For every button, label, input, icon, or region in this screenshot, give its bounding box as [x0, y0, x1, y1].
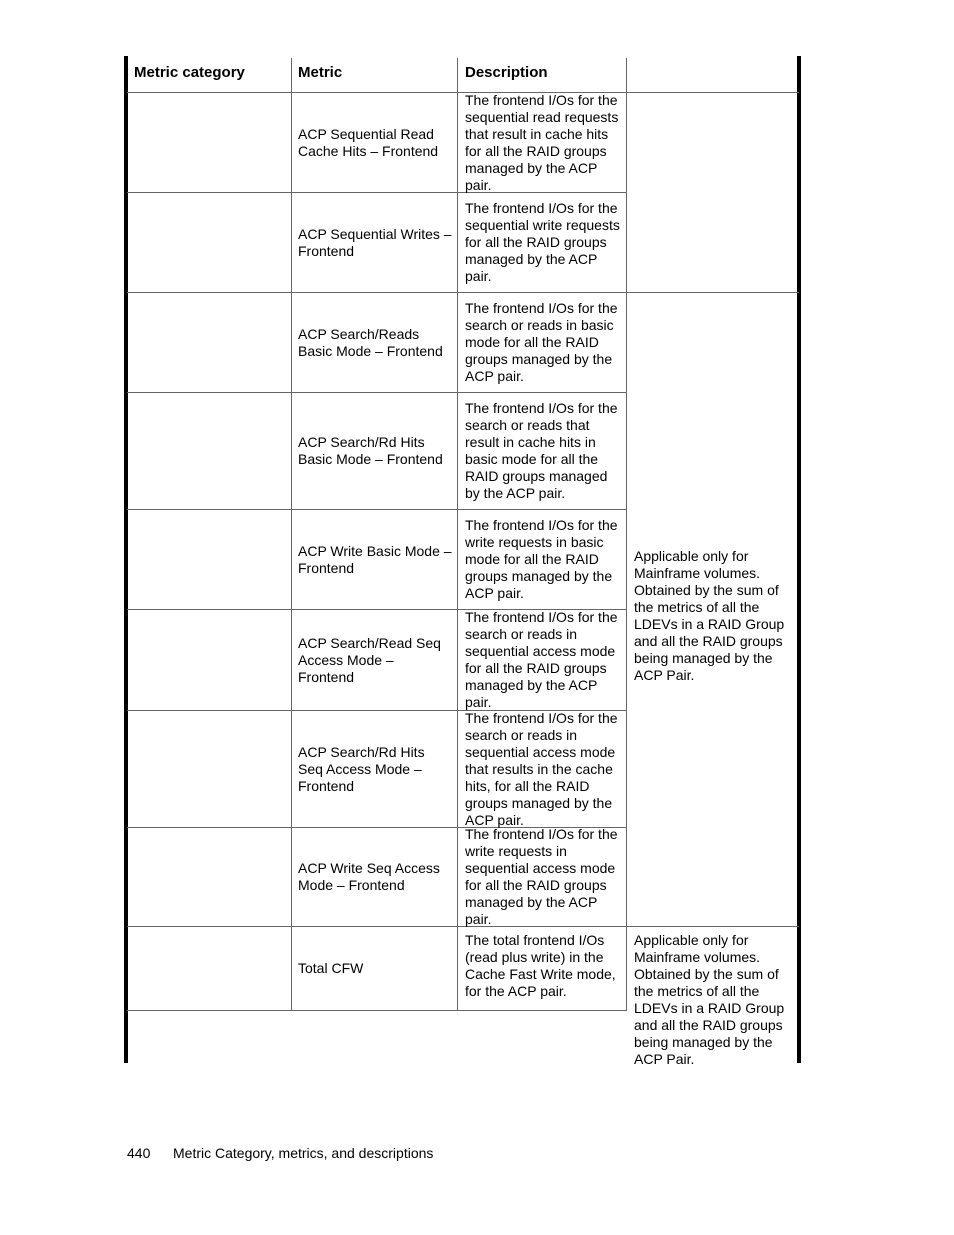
table-right-border	[797, 56, 801, 1063]
description-cell: The frontend I/Os for the search or reads in sequential access mode for all the RAID groups managed by the ACP pair.	[465, 609, 618, 710]
metric-cell: ACP Search/Read Seq Access Mode – Frontend	[298, 634, 441, 685]
footer-section-title: Metric Category, metrics, and descriptions	[173, 1145, 434, 1161]
header-metric-category: Metric category	[134, 64, 245, 81]
metric-cell: ACP Search/Rd Hits Seq Access Mode – Frontend	[298, 743, 425, 794]
row-rule	[127, 292, 799, 293]
metric-cell: ACP Sequential Read Cache Hits – Frontend	[298, 125, 439, 159]
header-rule	[127, 92, 799, 93]
description-cell: The frontend I/Os for the sequential read requests that result in cache hits for all the RAID groups managed by the ACP pair.	[465, 91, 619, 193]
column-divider	[457, 58, 458, 1011]
metric-cell: ACP Search/Reads Basic Mode – Frontend	[298, 325, 443, 359]
description-cell: The total frontend I/Os (read plus write) in the Cache Fast Write mode, for the ACP pair.	[465, 932, 616, 999]
column-divider	[626, 58, 627, 1011]
description-cell: The frontend I/Os for the search or reads in sequential access mode that results in the cache hits, for all the RAID groups managed by the ACP pair.	[465, 709, 618, 828]
row-rule	[127, 1010, 626, 1011]
row-rule	[127, 926, 799, 927]
description-cell: The frontend I/Os for the search or reads that result in cache hits in basic mode for all the RAID groups managed by the ACP pair.	[465, 400, 618, 501]
note-cell: Applicable only for Mainframe volumes. Obtained by the sum of the metrics of all the LDEVs in a RAID Group and all the RAID groups being managed by the ACP Pair.	[634, 548, 785, 683]
column-divider	[291, 58, 292, 1011]
metric-cell: ACP Write Seq Access Mode – Frontend	[298, 860, 440, 893]
header-metric: Metric	[298, 64, 343, 81]
note-cell: Applicable only for Mainframe volumes. Obtained by the sum of the metrics of all the LDEVs in a RAID Group and all the RAID groups being managed by the ACP Pair.	[634, 932, 785, 1067]
page-number: 440	[127, 1145, 151, 1161]
metric-cell: ACP Sequential Writes – Frontend	[298, 225, 452, 259]
description-cell: The frontend I/Os for the write requests in sequential access mode for all the RAID groups managed by the ACP pair.	[465, 826, 618, 927]
metric-cell: Total CFW	[298, 960, 364, 976]
metric-cell: ACP Write Basic Mode – Frontend	[298, 542, 452, 576]
header-description: Description	[465, 64, 548, 81]
metric-cell: ACP Search/Rd Hits Basic Mode – Frontend	[298, 434, 443, 467]
table-left-border	[124, 56, 128, 1063]
description-cell: The frontend I/Os for the search or reads in basic mode for all the RAID groups managed by the ACP pair.	[465, 300, 618, 384]
description-cell: The frontend I/Os for the sequential write requests for all the RAID groups managed by the ACP pair.	[465, 200, 620, 284]
description-cell: The frontend I/Os for the write requests in basic mode for all the RAID groups managed by the ACP pair.	[465, 517, 618, 601]
